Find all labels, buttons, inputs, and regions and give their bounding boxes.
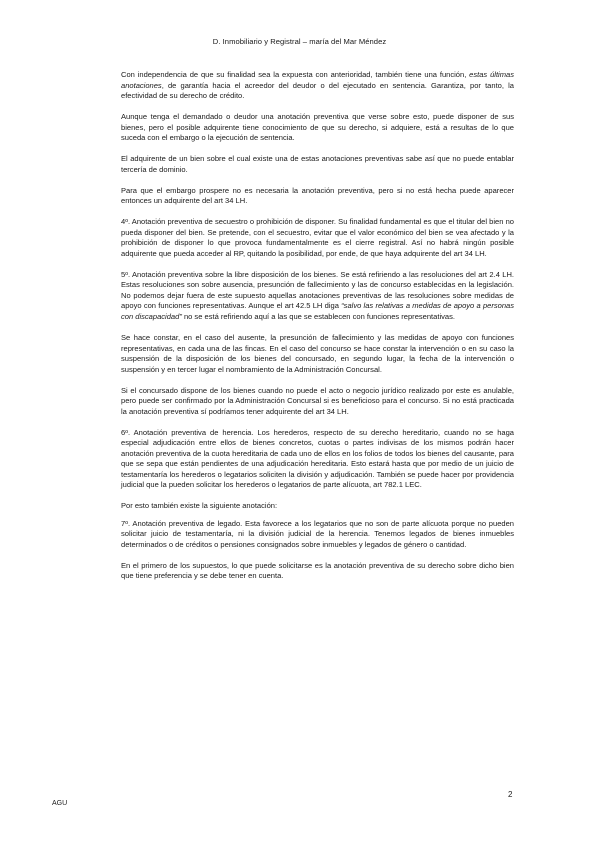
paragraph: El adquirente de un bien sobre el cual existe una de estas anotaciones preventivas sabe así que no puede entablar tercería de dominio. [121,154,514,174]
document-body [121,70,514,593]
paragraph: Si el concursado dispone de los bienes cuando no puede el acto o negocio jurídico realizado por este es anulable, pero puede ser confirmado por la Administración Concursal si es beneficioso para el concurso. Si no está practicada la anotación preventiva sí podríamos tener adquirente del art 34 LH. [121,385,514,416]
paragraph: Se hace constar, en el caso del ausente, la presunción de fallecimiento y las medidas de apoyo con funciones representativas, en cada una de las fincas. En el caso del concurso se hace constar la intervención o en su caso la suspensión de la disposición de los bienes del concursado, en segundo lugar, la fecha de la intervención o suspensión y en tercer lugar el nombramiento de la Administración Concursal. [121,333,514,374]
paragraph: Por esto también existe la siguiente anotación: [121,501,278,511]
paragraph: Con independencia de que su finalidad sea la expuesta con anterioridad, también tiene una función, estas últimas anotaciones, de garantía hacia el acreedor del deudor o del ejecutado en sentencia. Garantiza, por tanto, la efectividad de su derecho de crédito. [121,70,514,100]
paragraph: 5º. Anotación preventiva sobre la libre disposición de los bienes. Se está refiriendo a las resoluciones del art 2.4 LH. Estas resoluciones son sobre ausencia, presunción de fallecimiento y las de concurso establecidas en la legislación. No podemos dejar fuera de este supuesto aquellas anotaciones preventivas de las resoluciones sobre medidas de apoyo con funciones representativas. Aunque el art 42.5 LH diga “salvo las relativas a medidas de apoyo a personas con discapacidad” no se está refiriendo aquí a las que se establecen con funciones representativas. [121,269,515,321]
paragraph: 6º. Anotación preventiva de herencia. Los herederos, respecto de su derecho hereditario, cuando no se haga especial adjudicación entre ellos de bienes concretos, cuotas o partes indivisas de los mismos podrán hacer anotación preventiva de la cuota hereditaria de cada uno de ellos en los folios de todos los bienes del causante, para que se sepa que están pendientes de una adjudicación hereditaria. Esto estará hasta que por medio de un juicio de testamentaría los herederos o legatarios soliciten la división y adjudicación. También se puede hacer por providencia judicial que la pueden solicitar los herederos o legatarios de parte alícuota, art 782.1 LEC. [121,427,514,490]
paragraph: Aunque tenga el demandado o deudor una anotación preventiva que verse sobre esto, puede disponer de sus bienes, pero el posible adquirente tiene conocimiento de que su derecho, si adquiere, está a resultas de lo que suceda con el embargo o la ejecución de sentencia. [121,112,514,143]
page-number: 2 [508,790,513,799]
paragraph: En el primero de los supuestos, lo que puede solicitarse es la anotación preventiva de su derecho sobre dicho bien que tiene preferencia y se debe tener en cuenta. [121,560,514,581]
footer-mark: AGU [52,800,68,807]
paragraph: Para que el embargo prospere no es necesaria la anotación preventiva, pero si no está hecha puede aparecer entonces un adquirente del art 34 LH. [121,185,514,206]
paragraph: 7º. Anotación preventiva de legado. Esta favorece a los legatarios que no son de parte alícuota porque no pueden solicitar juicio de testamentaría, ni la división judicial de la herencia. Tenemos legados de bienes inmuebles determinados o de créditos o pensiones consignados sobre inmuebles y legados de género o cantidad. [121,518,514,549]
paragraph: 4º. Anotación preventiva de secuestro o prohibición de disponer. Su finalidad fundamental es que el titular del bien no pueda disponer del bien. Se pretende, con el secuestro, evitar que el valor económico del bien se vea afectado y la prohibición de disponer lo que provoca fundamentalmente es el cierre registral. Así no habrá ningún posible adquirente que pueda acceder al RP, quitando la posibilidad, por ende, de que haya adquirente del art 34 LH. [121,217,514,258]
running-header: D. Inmobiliario y Registral – maría del Mar Méndez [212,37,387,46]
